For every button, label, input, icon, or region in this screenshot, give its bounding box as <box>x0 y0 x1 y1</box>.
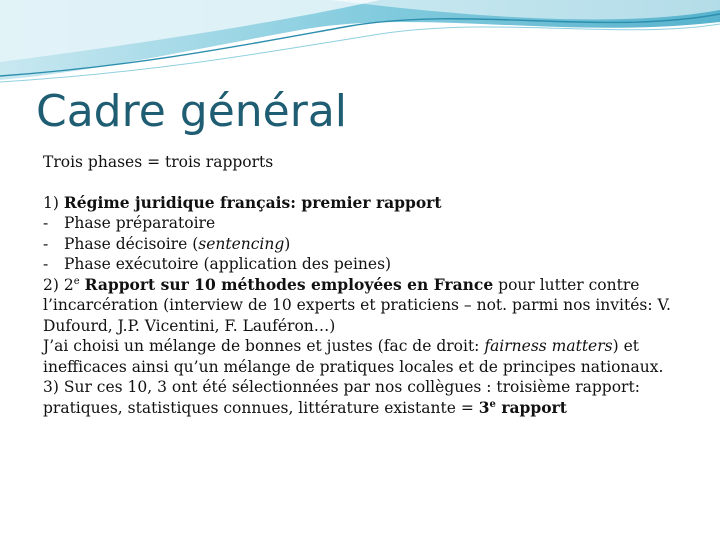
item-1-heading <box>43 193 683 214</box>
item-3-ordinal-number: 3 <box>478 397 490 417</box>
item-3-title-tail: rapport <box>501 397 567 417</box>
phase-1 <box>43 213 683 234</box>
phase-2 <box>43 234 683 255</box>
item-3-paragraph <box>43 377 683 418</box>
item-2-number: 2) <box>43 275 59 294</box>
phase-2-text: Phase décisoire ( <box>64 234 199 253</box>
spacer <box>43 173 683 193</box>
bullet-dash: - <box>43 234 49 253</box>
item-3-ordinal <box>479 398 567 417</box>
header-wave-decoration <box>0 0 720 90</box>
choice-text-end: ) et inefficaces ainsi qu’un mélange de pratiques locales et de principes nationaux. <box>43 337 664 376</box>
phase-3-text: Phase exécutoire (application des peines) <box>64 255 392 273</box>
item-2-paragraph <box>43 275 683 337</box>
phase-3 <box>43 254 683 275</box>
phase-2-close: ) <box>284 234 291 253</box>
item-3-ordinal-suffix: e <box>489 398 496 410</box>
phase-1-text: Phase préparatoire <box>64 214 216 232</box>
bullet-dash: - <box>43 214 49 232</box>
item-3-text: Sur ces 10, 3 ont été sélectionnées par nos collègues : troisième rapport: pratiques, statistiques connues, littérature existante = <box>43 378 640 417</box>
choice-text: J’ai choisi un mélange de bonnes et justes (fac de droit: <box>43 337 485 355</box>
item-2-ordinal: 2 <box>63 275 74 294</box>
item-2-text: pour lutter contre l’incarcération (interview de 10 experts et praticiens – not. parmi nos invités: V. Dufourd, J.P. Vicentini, F. Lauféron…) <box>43 275 671 335</box>
item-1-number: 1) <box>43 193 59 212</box>
bullet-dash: - <box>43 255 49 273</box>
choice-emphasis: fairness matters <box>484 337 613 355</box>
item-2-title: Rapport sur 10 méthodes employées en France <box>84 274 494 294</box>
item-3-number: 3) <box>43 378 59 396</box>
slide-body <box>43 152 683 418</box>
phase-2-emphasis: sentencing <box>198 234 285 253</box>
slide-title: Cadre général <box>36 86 348 137</box>
item-2-choice <box>43 336 683 377</box>
item-2-ordinal-suffix: e <box>73 275 80 287</box>
intro-text: Trois phases = trois rapports <box>43 153 274 171</box>
item-1-title: Régime juridique français: premier rapport <box>63 192 442 212</box>
